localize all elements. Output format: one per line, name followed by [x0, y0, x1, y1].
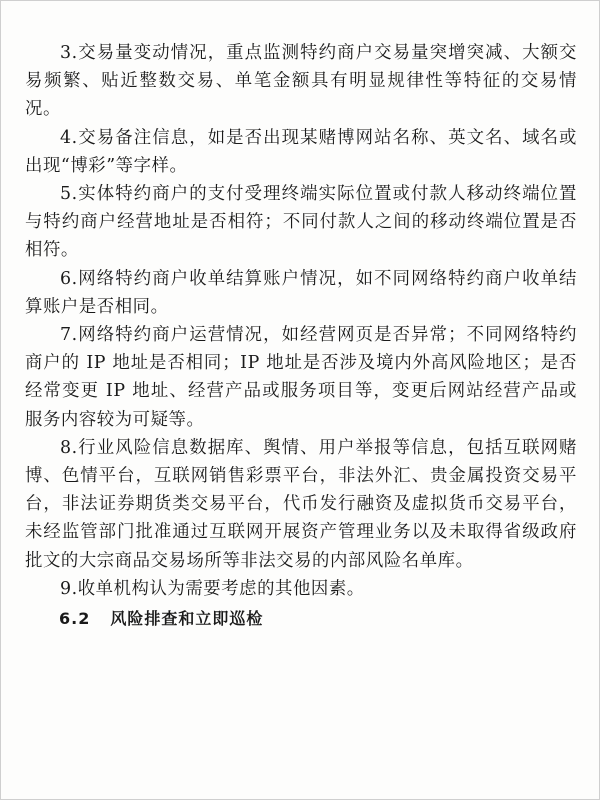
paragraph-item-7: 7.网络特约商户运营情况，如经营网页是否异常；不同网络特约商户的 IP 地址是否相同；IP 地址是否涉及境内外高风险地区；是否经常变更 IP 地址、经营产品或服务项目等，变更后网站经营产品或服务内容较为可疑等。: [25, 325, 577, 430]
document-body: [25, 39, 577, 633]
paragraph-item-3: 3.交易量变动情况，重点监测特约商户交易量突增突减、大额交易频繁、贴近整数交易、单笔金额具有明显规律性等特征的交易情况。: [25, 43, 577, 120]
paragraph-item-9: 9.收单机构认为需要考虑的其他因素。: [60, 578, 365, 599]
section-title: 风险排查和立即巡检: [110, 609, 264, 629]
section-number: 6.2: [59, 609, 91, 629]
paragraph-item-8: 8.行业风险信息数据库、舆情、用户举报等信息，包括互联网赌博、色情平台，互联网销售彩票平台，非法外汇、贵金属投资交易平台，非法证券期货类交易平台，代币发行融资及虚拟货币交易平台，未经监管部门批准通过互联网开展资产管理业务以及未取得省级政府批文的大宗商品交易场所等非法交易的内部风险名单库。: [25, 437, 577, 571]
paragraph-item-6: 6.网络特约商户收单结算账户情况，如不同网络特约商户收单结算账户是否相同。: [25, 268, 577, 317]
section-heading: [25, 605, 577, 633]
paragraph-item-5: 5.实体特约商户的支付受理终端实际位置或付款人移动终端位置与特约商户经营地址是否相符；不同付款人之间的移动终端位置是否相符。: [25, 184, 577, 261]
paragraph-item-4: 4.交易备注信息，如是否出现某赌博网站名称、英文名、域名或出现“博彩”等字样。: [25, 127, 577, 176]
